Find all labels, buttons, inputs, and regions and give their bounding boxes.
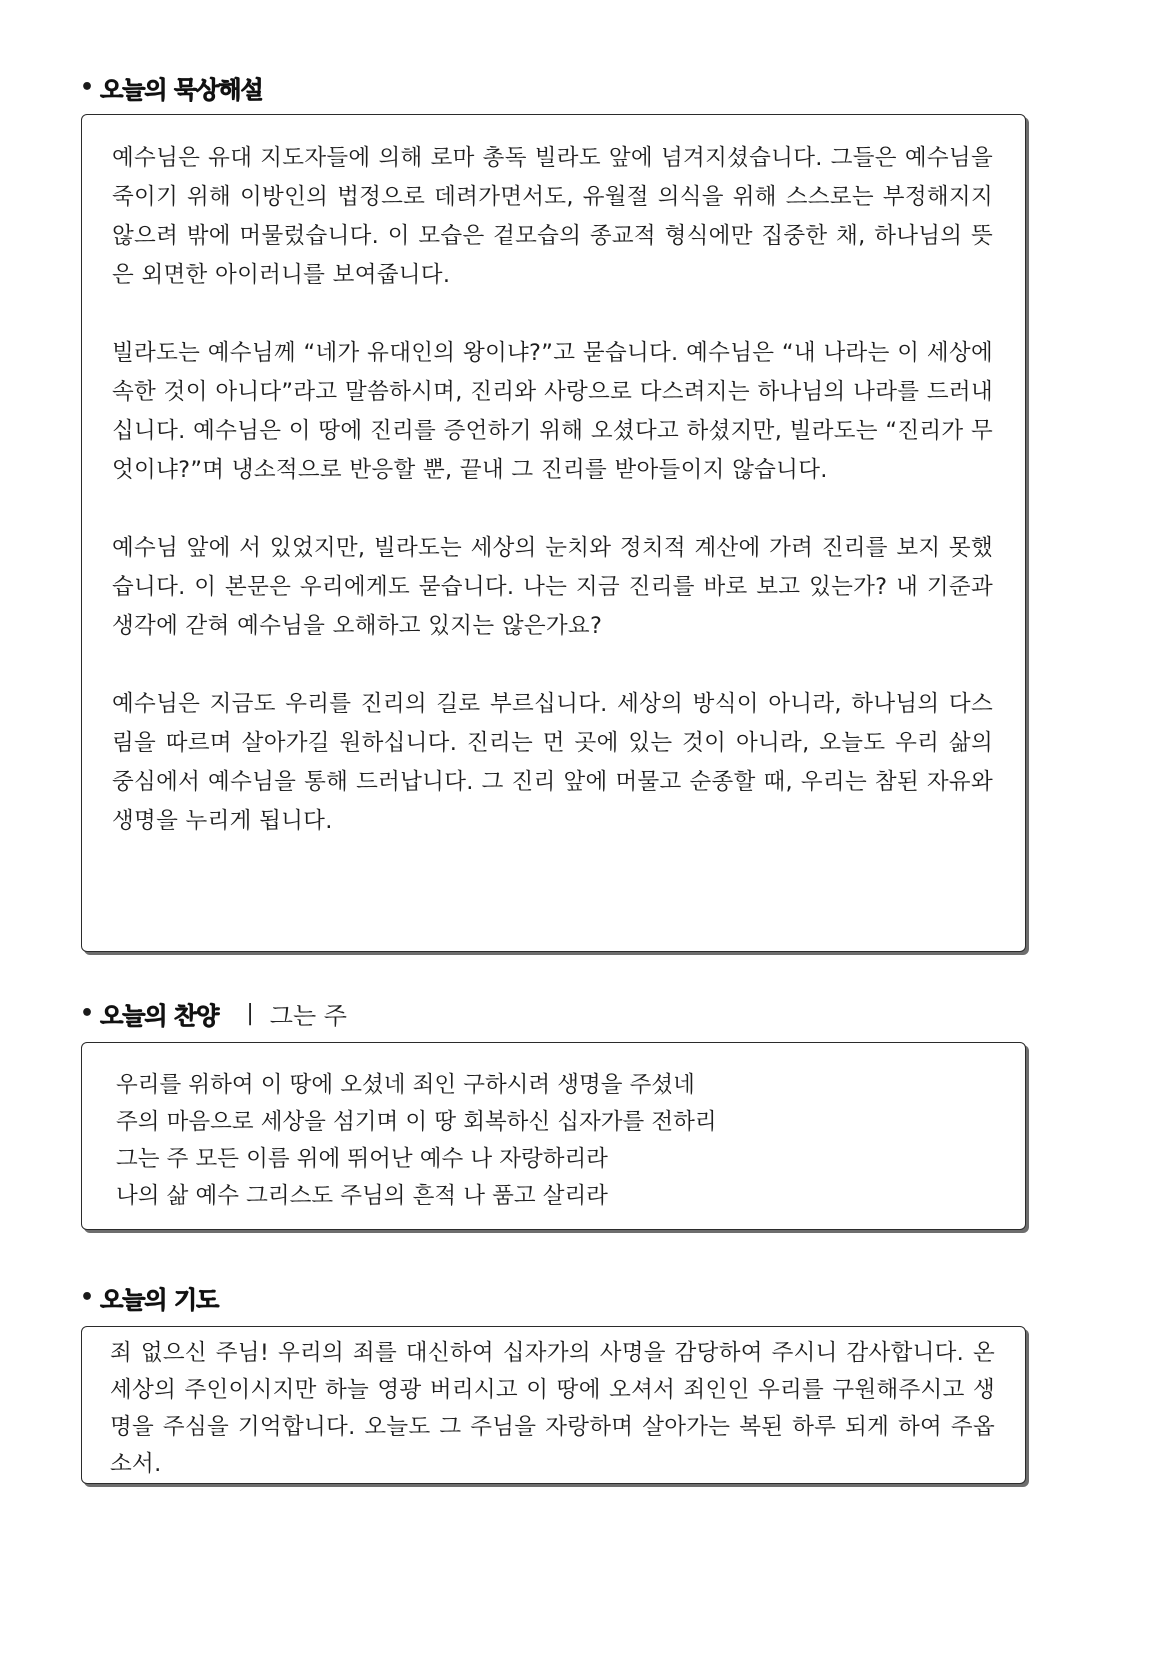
bullet-marker: •: [80, 74, 95, 100]
meditation-paragraph: 예수님 앞에 서 있었지만, 빌라도는 세상의 눈치와 정치적 계산에 가려 진리를 보지 못했습니다. 이 본문은 우리에게도 묻습니다. 나는 지금 진리를 바로 보고 있는가? 내 기준과 생각에 갇혀 예수님을 오해하고 있지는 않은가요?: [112, 535, 993, 639]
meditation-paragraph: 예수님은 유대 지도자들에 의해 로마 총독 빌라도 앞에 넘겨지셨습니다. 그들은 예수님을 죽이기 위해 이방인의 법정으로 데려가면서도, 유월절 의식을 위해 스스로는 부정해지지 않으려 밖에 머물렀습니다. 이 모습은 겉모습의 종교적 형식에만 집중한 채, 하나님의 뜻은 외면한 아이러니를 보여줍니다.: [112, 145, 993, 288]
meditation-heading: [80, 70, 263, 105]
prayer-heading-title: 오늘의 기도: [100, 1286, 219, 1314]
meditation-paragraph: 예수님은 지금도 우리를 진리의 길로 부르십니다. 세상의 방식이 아니라, 하나님의 다스림을 따르며 살아가길 원하십니다. 진리는 먼 곳에 있는 것이 아니라, 오늘도 우리 삶의 중심에서 예수님을 통해 드러납니다. 그 진리 앞에 머물고 순종할 때, 우리는 참된 자유와 생명을 누리게 됩니다.: [112, 691, 993, 834]
hymn-lyric-line: 우리를 위하여 이 땅에 오셨네 죄인 구하시려 생명을 주셨네: [116, 1072, 695, 1098]
bullet-marker: •: [80, 1000, 95, 1026]
meditation-heading-title: 오늘의 묵상해설: [100, 76, 263, 104]
hymn-box: [81, 1042, 1026, 1230]
hymn-lyric-line: 그는 주 모든 이름 위에 뛰어난 예수 나 자랑하리라: [116, 1146, 608, 1172]
hymn-heading: [80, 996, 347, 1031]
hymn-lyric-line: 주의 마음으로 세상을 섬기며 이 땅 회복하신 십자가를 전하리: [116, 1109, 717, 1135]
prayer-heading: [80, 1280, 218, 1315]
hymn-heading-title: 오늘의 찬양: [100, 1002, 219, 1030]
hymn-title: 그는 주: [269, 1002, 347, 1030]
meditation-box: [81, 114, 1026, 952]
bullet-marker: •: [80, 1284, 95, 1310]
meditation-paragraph: 빌라도는 예수님께 “네가 유대인의 왕이냐?”고 묻습니다. 예수님은 “내 나라는 이 세상에 속한 것이 아니다”라고 말씀하시며, 진리와 사랑으로 다스려지는 하나님의 나라를 드러내십니다. 예수님은 이 땅에 진리를 증언하기 위해 오셨다고 하셨지만, 빌라도는 “진리가 무엇이냐?”며 냉소적으로 반응할 뿐, 끝내 그 진리를 받아들이지 않습니다.: [112, 340, 993, 483]
hymn-lyric-line: 나의 삶 예수 그리스도 주님의 흔적 나 품고 살리라: [116, 1183, 608, 1209]
prayer-box: [81, 1326, 1026, 1484]
heading-divider: |: [246, 1001, 254, 1026]
prayer-text: 죄 없으신 주님! 우리의 죄를 대신하여 십자가의 사명을 감당하여 주시니 감사합니다. 온 세상의 주인이시지만 하늘 영광 버리시고 이 땅에 오셔서 죄인인 우리를 구원해주시고 생명을 주심을 기억합니다. 오늘도 그 주님을 자랑하며 살아가는 복된 하루 되게 하여 주옵소서.: [110, 1340, 995, 1477]
